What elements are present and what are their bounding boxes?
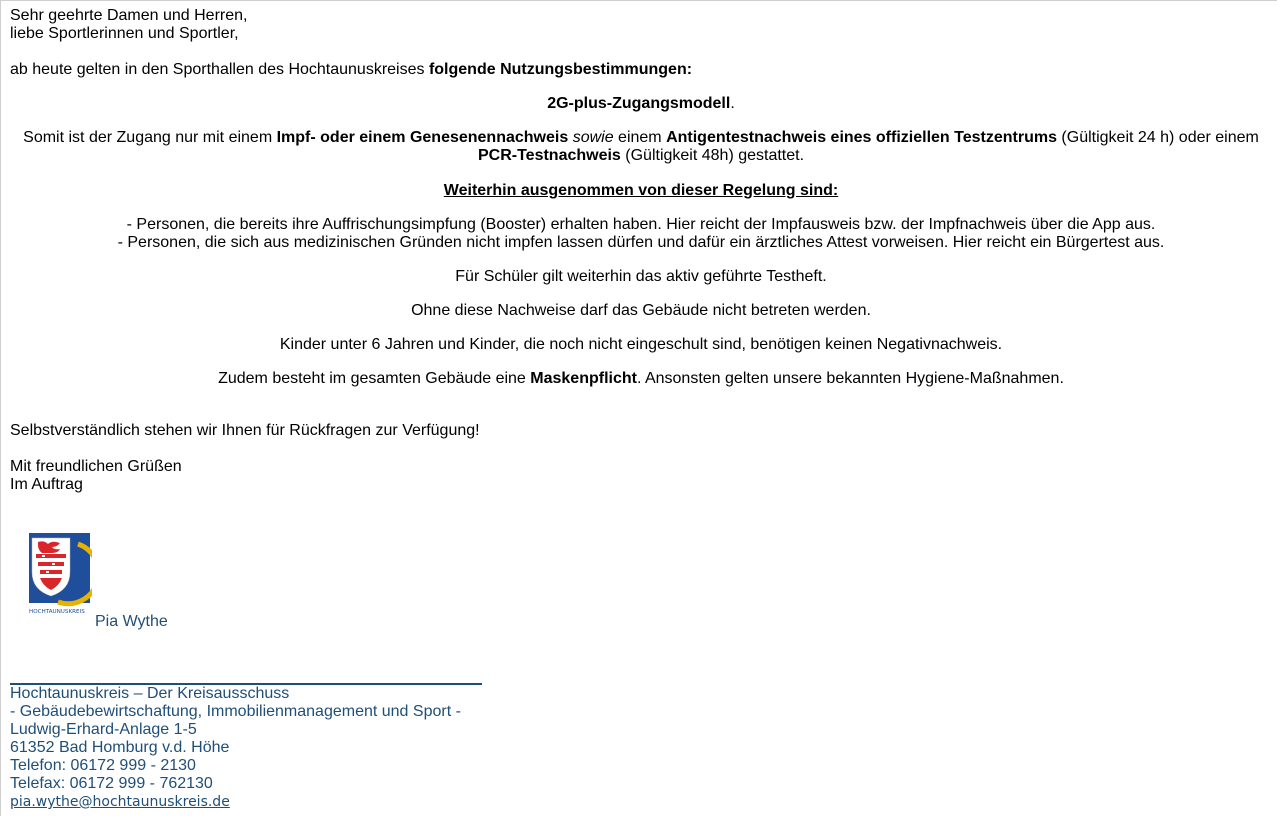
- exceptions-heading: Weiterhin ausgenommen von dieser Regelung sind:: [443, 182, 839, 199]
- access-bold-1: Impf- oder einem Genesenennachweis: [276, 129, 569, 146]
- signature-org: Hochtaunuskreis – Der Kreisausschuss: [10, 685, 290, 702]
- regards-line: Mit freundlichen Grüßen: [10, 458, 182, 475]
- masks-paragraph: [10, 370, 1272, 388]
- access-text-4: (Gültigkeit 24 h) oder einem: [1056, 129, 1259, 146]
- email-body: [10, 7, 1272, 494]
- intro-text: ab heute gelten in den Sporthallen des Hochtaunuskreises: [10, 61, 429, 78]
- masks-bold: Maskenpflicht: [530, 370, 637, 387]
- exceptions-list: [10, 216, 1272, 252]
- access-text-5: (Gültigkeit 48h) gestattet.: [620, 147, 805, 164]
- access-italic: sowie: [572, 129, 614, 146]
- exception-item-1: - Personen, die bereits ihre Auffrischungsimpfung (Booster) erhalten haben. Hier reicht der Impfausweis bzw. der Impfnachweis über die App aus.: [126, 216, 1156, 233]
- signature-block: [10, 685, 461, 811]
- greeting-line-2: liebe Sportlerinnen und Sportler,: [10, 25, 239, 42]
- greeting-line-1: Sehr geehrte Damen und Herren,: [10, 7, 248, 24]
- questions-paragraph: Selbstverständlich stehen wir Ihnen für Rückfragen zur Verfügung!: [10, 422, 480, 439]
- intro-paragraph: [10, 61, 1272, 79]
- model-bold: 2G-plus-Zugangsmodell: [547, 95, 731, 112]
- exception-item-2: - Personen, die sich aus medizinischen Gründen nicht impfen lassen dürfen und dafür ein ärztliches Attest vorweisen. Hier reicht ein Bürgertest aus.: [117, 234, 1165, 251]
- logo-label: HOCHTAUNUSKREIS: [29, 609, 85, 615]
- intro-bold: folgende Nutzungsbestimmungen:: [428, 61, 693, 78]
- access-bold-2: Antigentestnachweis eines offiziellen Testzentrums: [666, 129, 1057, 146]
- model-suffix: .: [730, 95, 735, 112]
- signature-name: Pia Wythe: [95, 613, 168, 630]
- coat-of-arms-icon: [28, 532, 92, 616]
- children-paragraph: Kinder unter 6 Jahren und Kinder, die noch nicht eingeschult sind, benötigen keinen Negativnachweis.: [279, 336, 1003, 353]
- masks-text-2: . Ansonsten gelten unsere bekannten Hygiene-Maßnahmen.: [636, 370, 1064, 387]
- signature-street: Ludwig-Erhard-Anlage 1-5: [10, 721, 197, 738]
- no-entry-paragraph: Ohne diese Nachweise darf das Gebäude nicht betreten werden.: [411, 302, 871, 319]
- hochtaunuskreis-logo: [28, 532, 92, 616]
- students-paragraph: Für Schüler gilt weiterhin das aktiv geführte Testheft.: [455, 268, 827, 285]
- access-bold-3: PCR-Testnachweis: [477, 147, 621, 164]
- access-text-1: Somit ist der Zugang nur mit einem: [23, 129, 277, 146]
- signature-dept: - Gebäudebewirtschaftung, Immobilienmanagement und Sport -: [10, 703, 461, 720]
- signature-email-link[interactable]: pia.wythe@hochtaunuskreis.de: [10, 794, 230, 810]
- masks-text-1: Zudem besteht im gesamten Gebäude eine: [218, 370, 531, 387]
- signature-fax: Telefax: 06172 999 - 762130: [10, 775, 213, 792]
- access-paragraph: [10, 129, 1272, 165]
- signature-phone: Telefon: 06172 999 - 2130: [10, 757, 196, 774]
- signature-city: 61352 Bad Homburg v.d. Höhe: [10, 739, 230, 756]
- access-text-3: einem: [613, 129, 667, 146]
- on-behalf-line: Im Auftrag: [10, 476, 83, 493]
- model-paragraph: [10, 95, 1272, 113]
